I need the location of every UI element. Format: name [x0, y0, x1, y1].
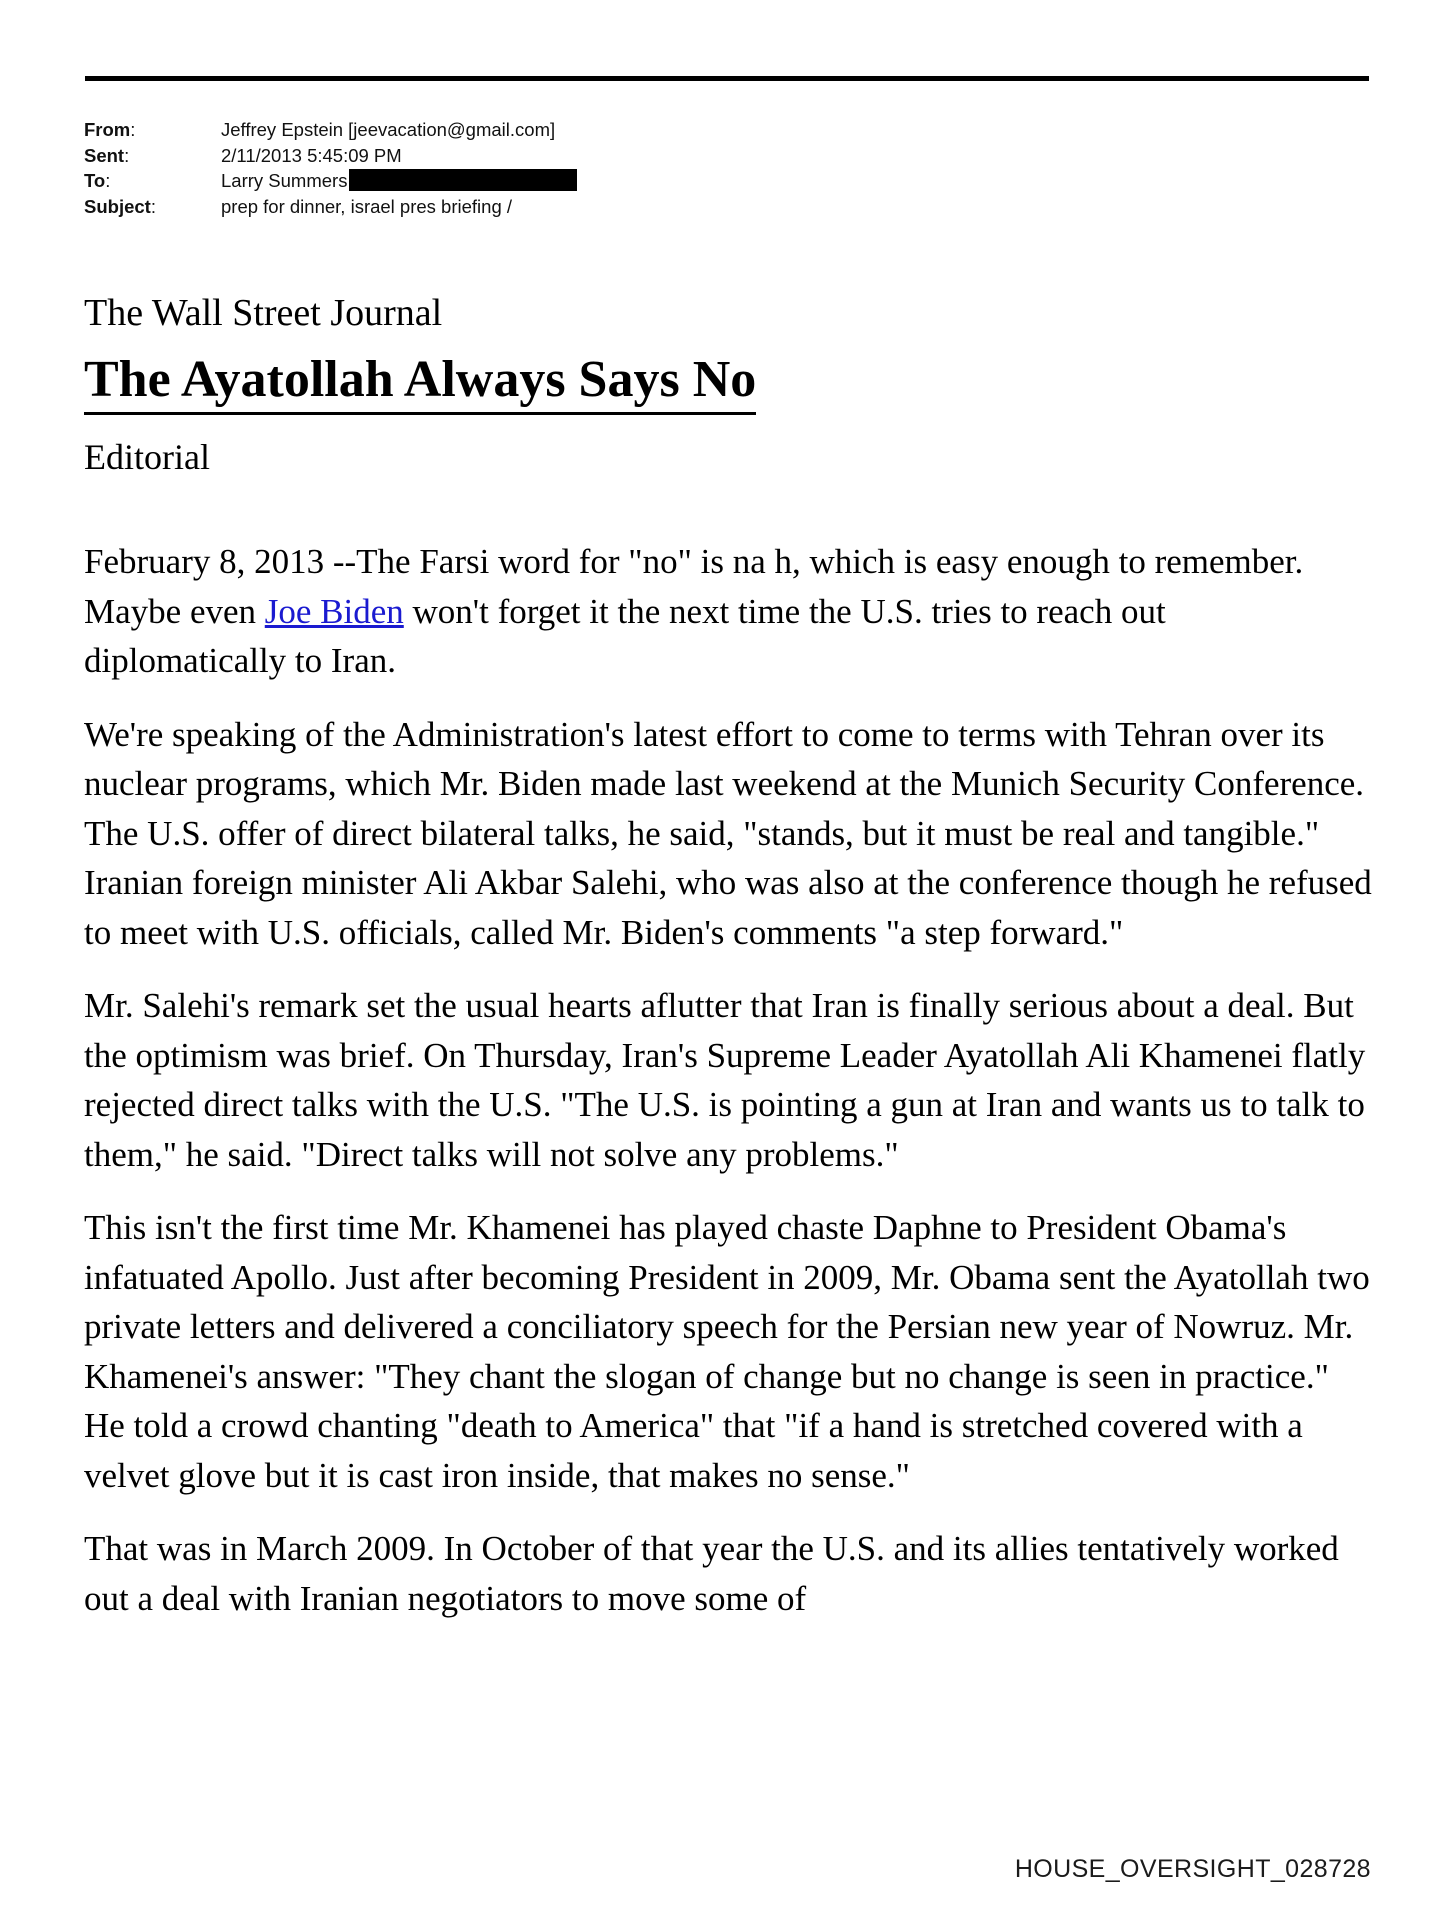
email-header-row-subject [84, 194, 1184, 220]
email-header-value-to-text: Larry Summers [221, 170, 348, 191]
email-header-value-to [221, 168, 1184, 194]
header-divider-rule [85, 76, 1369, 81]
email-header-value-from: Jeffrey Epstein [jeevacation@gmail.com] [221, 119, 556, 140]
email-header-label-sent: Sent: [84, 144, 130, 166]
paragraph-3: Mr. Salehi's remark set the usual hearts aflutter that Iran is finally serious about a deal. But the optimism was brief. On Thursday, Iran's Supreme Leader Ayatollah Ali Khamenei flatly rejected direct talks with the U.S. "The U.S. is pointing a gun at Iran and wants us to talk to them," he said. "Direct talks will not solve any problems." [84, 986, 1366, 1174]
email-header-value-sent: 2/11/2013 5:45:09 PM [221, 144, 402, 166]
email-header-label-to: To: [84, 170, 111, 191]
article-body [84, 290, 1374, 1623]
email-header-label-subject: Subject: [84, 195, 156, 217]
email-header-row-to [84, 168, 1184, 194]
email-header [84, 117, 1184, 219]
paragraph-1 [84, 537, 1374, 686]
paragraph-4: This isn't the first time Mr. Khamenei has played chaste Daphne to President Obama's infatuated Apollo. Just after becoming President in 2009, Mr. Obama sent the Ayatollah two private letters and delivered a conciliatory speech for the Persian new year of Nowruz. Mr. Khamenei's answer: "They chant the slogan of change but no change is seen in practice." He told a crowd chanting "death to America" that "if a hand is stretched covered with a velvet glove but it is cast iron inside, that makes no sense." [84, 1208, 1370, 1495]
email-header-label-to-text: To [84, 170, 106, 191]
article-headline: The Ayatollah Always Says No [84, 350, 756, 415]
joe-biden-link[interactable]: Joe Biden [264, 591, 404, 631]
paragraph-1-after: won't forget it the next time the U.S. tries to reach out diplomatically to Iran. [84, 591, 1166, 680]
email-header-label-from: From: [84, 119, 136, 140]
redaction-bar [349, 169, 577, 191]
publication-name: The Wall Street Journal [84, 292, 443, 334]
email-header-label-subject-text: Subject [84, 195, 151, 217]
paragraph-2: We're speaking of the Administration's latest effort to come to terms with Tehran over its nuclear programs, which Mr. Biden made last weekend at the Munich Security Conference. The U.S. offer of direct bilateral talks, he said, "stands, but it must be real and tangible." Iranian foreign minister Ali Akbar Salehi, who was also at the conference though he refused to meet with U.S. officials, called Mr. Biden's comments "a step forward." [84, 714, 1372, 952]
paragraph-1-before: February 8, 2013 --The Farsi word for "no" is na h, which is easy enough to remember. Maybe even [84, 542, 1304, 631]
email-header-row-sent [84, 143, 1184, 169]
email-header-row-from [84, 117, 1184, 143]
article-kicker: Editorial [84, 437, 210, 477]
email-header-value-subject: prep for dinner, israel pres briefing / [221, 195, 513, 217]
paragraph-5: That was in March 2009. In October of that year the U.S. and its allies tentatively worked out a deal with Iranian negotiators to move some of [84, 1529, 1339, 1618]
bates-number: HOUSE_OVERSIGHT_028728 [1014, 1855, 1371, 1883]
article-paragraphs [84, 537, 1374, 1623]
email-header-label-sent-text: Sent [84, 144, 125, 166]
email-header-label-from-text: From [84, 119, 131, 140]
